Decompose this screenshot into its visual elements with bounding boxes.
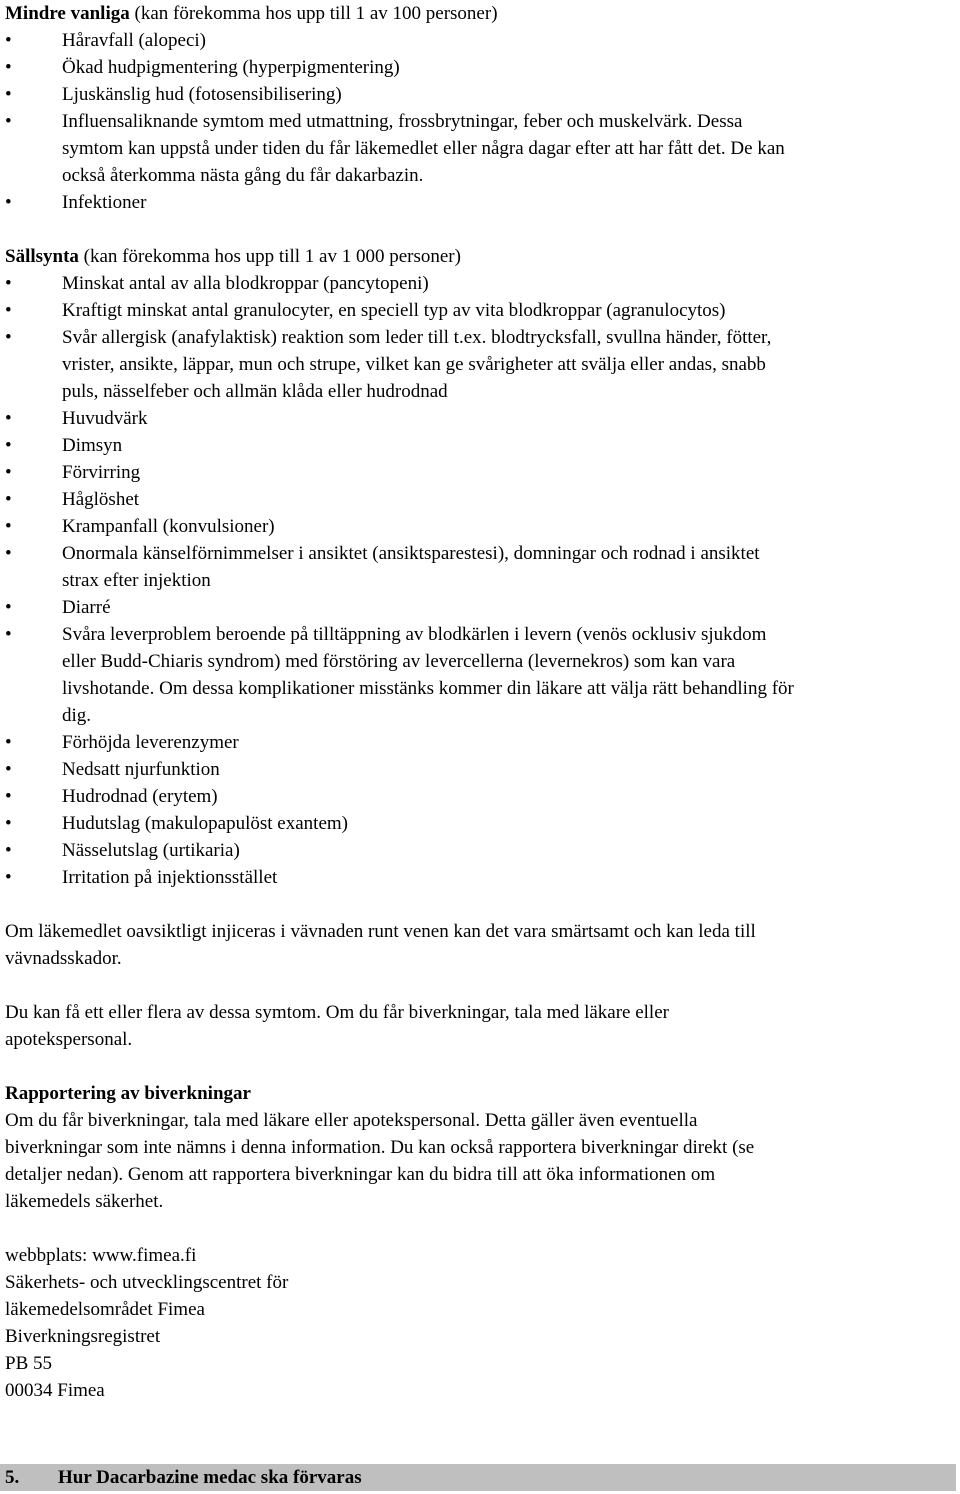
bullet-icon: •: [5, 435, 12, 456]
list-item: [5, 621, 955, 729]
list-item: [5, 81, 955, 108]
list-item-text: Ljuskänslig hud (fotosensibilisering): [62, 84, 342, 105]
bullet-icon: •: [5, 597, 12, 618]
spacer: [5, 972, 955, 999]
contact-line: läkemedelsområdet Fimea: [5, 1299, 205, 1320]
bullet-icon: •: [5, 273, 12, 294]
list-item-text: Influensaliknande symtom med utmattning, frossbrytningar, feber och muskelvärk. Dessa: [62, 111, 743, 132]
list-item: [5, 486, 955, 513]
bullet-icon: •: [5, 408, 12, 429]
list-item-text: Svåra leverproblem beroende på tilltäppning av blodkärlen i levern (venös ocklusiv sjukdom: [62, 624, 767, 645]
list-item: [5, 513, 955, 540]
paragraph-line: biverkningar som inte nämns i denna information. Du kan också rapportera biverkningar direkt (se: [5, 1137, 755, 1158]
list-item: [5, 405, 955, 432]
list-item-text: Infektioner: [62, 192, 147, 213]
list-item: [5, 540, 955, 594]
section-number: 5.: [5, 1467, 20, 1488]
list-item-text: vrister, ansikte, läppar, mun och strupe, vilket kan ge svårigheter att svälja eller andas, snabb: [62, 354, 766, 375]
reporting-paragraph: [5, 1107, 955, 1215]
bullet-icon: •: [5, 84, 12, 105]
paragraph-line: Om läkemedlet oavsiktligt injiceras i vävnaden runt venen kan det vara smärtsamt och kan leda till: [5, 921, 756, 942]
spacer: [5, 216, 955, 243]
list-item: [5, 432, 955, 459]
bullet-icon: •: [5, 30, 12, 51]
bullet-icon: •: [5, 867, 12, 888]
paragraph-line: läkemedels säkerhet.: [5, 1191, 164, 1212]
paragraph-line: Om du får biverkningar, tala med läkare eller apotekspersonal. Detta gäller även eventuella: [5, 1110, 698, 1131]
bullet-icon: •: [5, 786, 12, 807]
contact-website[interactable]: webbplats: www.fimea.fi: [5, 1245, 197, 1266]
list-item-text: Förvirring: [62, 462, 141, 483]
paragraph-line: apotekspersonal.: [5, 1029, 133, 1050]
spacer: [5, 891, 955, 918]
uncommon-heading-line: [5, 0, 955, 27]
list-item-text: puls, nässelfeber och allmän klåda eller hudrodnad: [62, 381, 448, 402]
contact-line: 00034 Fimea: [5, 1380, 105, 1401]
bullet-icon: •: [5, 57, 12, 78]
paragraph-line: vävnadsskador.: [5, 948, 122, 969]
list-item-text: Minskat antal av alla blodkroppar (pancytopeni): [62, 273, 429, 294]
bullet-icon: •: [5, 489, 12, 510]
list-item: [5, 108, 955, 189]
list-item: [5, 297, 955, 324]
contact-line: PB 55: [5, 1353, 52, 1374]
list-item: [5, 810, 955, 837]
list-item-text: Huvudvärk: [62, 408, 148, 429]
list-item: [5, 324, 955, 405]
bullet-icon: •: [5, 111, 12, 132]
list-item-text: Kraftigt minskat antal granulocyter, en speciell typ av vita blodkroppar (agranulocytos): [62, 300, 726, 321]
uncommon-heading: Mindre vanliga: [5, 3, 130, 24]
leaflet-page: [5, 0, 955, 1404]
list-item-text: strax efter injektion: [62, 570, 211, 591]
bullet-icon: •: [5, 624, 12, 645]
bullet-icon: •: [5, 516, 12, 537]
bullet-icon: •: [5, 543, 12, 564]
list-item-text: symtom kan uppstå under tiden du får läkemedlet eller några dagar efter att har fått det. De kan: [62, 138, 785, 159]
list-item-text: Håglöshet: [62, 489, 140, 510]
list-item: [5, 594, 955, 621]
paragraph-line: detaljer nedan). Genom att rapportera biverkningar kan du bidra till att öka informationen om: [5, 1164, 716, 1185]
list-item: [5, 270, 955, 297]
contact-block: [5, 1242, 955, 1404]
list-item-text: Förhöjda leverenzymer: [62, 732, 239, 753]
list-item: [5, 864, 955, 891]
bullet-icon: •: [5, 300, 12, 321]
list-item-text: Onormala känselförnimmelser i ansiktet (ansiktsparestesi), domningar och rodnad i ansiktet: [62, 543, 760, 564]
list-item-text: Ökad hudpigmentering (hyperpigmentering): [62, 57, 400, 78]
rare-frequency: (kan förekomma hos upp till 1 av 1 000 personer): [78, 246, 461, 267]
bullet-icon: •: [5, 462, 12, 483]
contact-line: Säkerhets- och utvecklingscentret för: [5, 1272, 289, 1293]
uncommon-list: [5, 27, 955, 216]
contact-line: Biverkningsregistret: [5, 1326, 161, 1347]
list-item: [5, 837, 955, 864]
section-title: Hur Dacarbazine medac ska förvaras: [58, 1467, 362, 1488]
bullet-icon: •: [5, 192, 12, 213]
uncommon-frequency: (kan förekomma hos upp till 1 av 100 personer): [129, 3, 498, 24]
list-item-text: Dimsyn: [62, 435, 123, 456]
bullet-icon: •: [5, 759, 12, 780]
bullet-icon: •: [5, 840, 12, 861]
list-item: [5, 756, 955, 783]
list-item-text: Diarré: [62, 597, 111, 618]
list-item-text: livshotande. Om dessa komplikationer misstänks kommer din läkare att välja rätt behandling för: [62, 678, 794, 699]
rare-list: [5, 270, 955, 891]
bullet-icon: •: [5, 327, 12, 348]
section-5-heading: [0, 1464, 956, 1491]
injection-paragraph: [5, 918, 955, 972]
list-item-text: Nedsatt njurfunktion: [62, 759, 220, 780]
list-item: [5, 783, 955, 810]
list-item-text: eller Budd-Chiaris syndrom) med förstöring av levercellerna (levernekros) som kan vara: [62, 651, 736, 672]
list-item-text: Håravfall (alopeci): [62, 30, 206, 51]
symptoms-paragraph: [5, 999, 955, 1053]
list-item-text: Krampanfall (konvulsioner): [62, 516, 275, 537]
list-item-text: Irritation på injektionsstället: [62, 867, 278, 888]
reporting-heading-line: [5, 1080, 955, 1107]
list-item-text: också återkomma nästa gång du får dakarbazin.: [62, 165, 424, 186]
list-item: [5, 729, 955, 756]
rare-heading: Sällsynta: [5, 246, 79, 267]
paragraph-line: Du kan få ett eller flera av dessa symtom. Om du får biverkningar, tala med läkare eller: [5, 1002, 669, 1023]
list-item-text: dig.: [62, 705, 92, 726]
list-item: [5, 189, 955, 216]
rare-heading-line: [5, 243, 955, 270]
reporting-heading: Rapportering av biverkningar: [5, 1083, 251, 1104]
list-item-text: Hudutslag (makulopapulöst exantem): [62, 813, 348, 834]
spacer: [5, 1053, 955, 1080]
bullet-icon: •: [5, 813, 12, 834]
list-item: [5, 27, 955, 54]
list-item-text: Nässelutslag (urtikaria): [62, 840, 240, 861]
bullet-icon: •: [5, 732, 12, 753]
list-item: [5, 459, 955, 486]
list-item-text: Svår allergisk (anafylaktisk) reaktion som leder till t.ex. blodtrycksfall, svullna händer, fötter,: [62, 327, 772, 348]
spacer: [5, 1215, 955, 1242]
list-item-text: Hudrodnad (erytem): [62, 786, 218, 807]
list-item: [5, 54, 955, 81]
